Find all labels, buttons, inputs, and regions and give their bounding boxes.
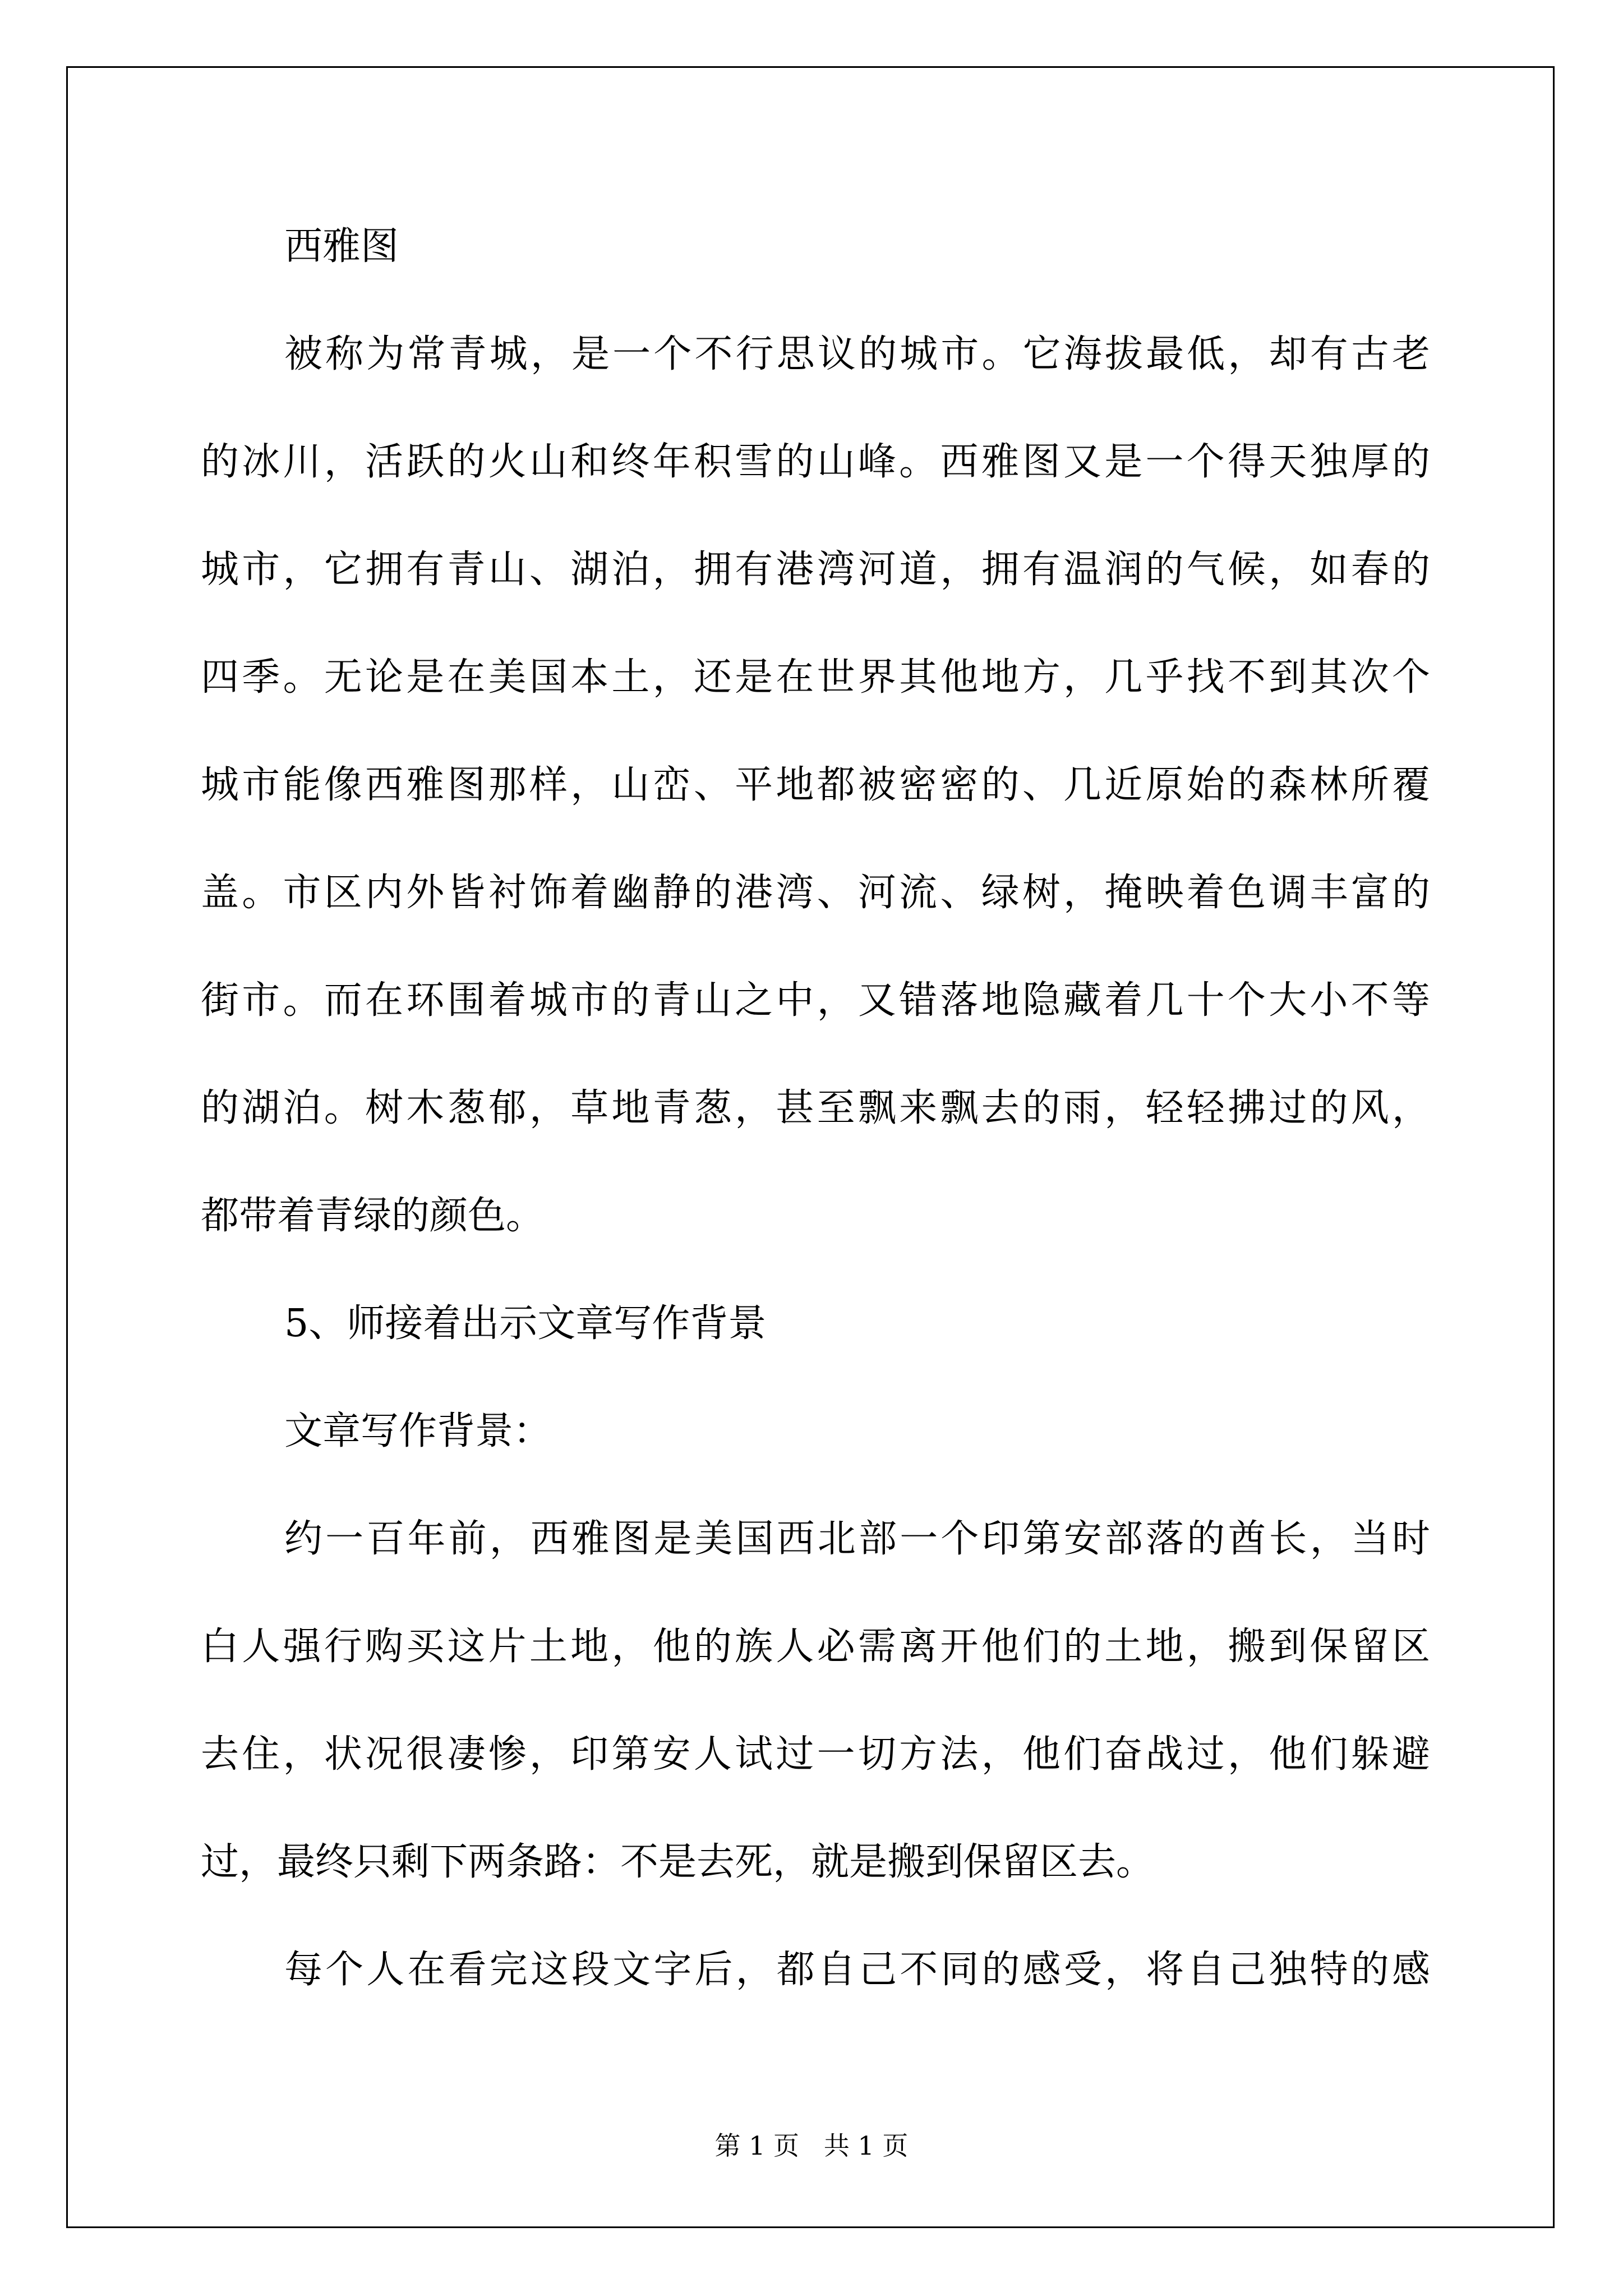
section-heading-5: 5、师接着出示文章写作背景 — [284, 1301, 767, 1346]
background-line-2: 白人强行购买这片土地，他的族人必需离开他们的土地，搬到保留区 — [201, 1625, 1430, 1669]
subheading-background: 文章写作背景： — [284, 1409, 552, 1453]
closing-line-1: 每个人在看完这段文字后，都自己不同的感受，将自己独特的感 — [284, 1948, 1430, 1992]
background-line-1: 约一百年前，西雅图是美国西北部一个印第安部落的酋长，当时 — [284, 1517, 1430, 1561]
page-footer: 第 1 页 共 1 页 — [714, 2131, 909, 2161]
background-line-3: 去住，状况很凄惨，印第安人试过一切方法，他们奋战过，他们躲避 — [201, 1732, 1430, 1777]
paragraph-line-8: 的湖泊。树木葱郁，草地青葱，甚至飘来飘去的雨，轻轻拂过的风， — [201, 1086, 1430, 1130]
background-line-4: 过，最终只剩下两条路：不是去死，就是搬到保留区去。 — [201, 1840, 1155, 1884]
paragraph-line-5: 城市能像西雅图那样，山峦、平地都被密密的、几近原始的森林所覆 — [201, 763, 1430, 807]
paragraph-line-7: 街市。而在环围着城市的青山之中，又错落地隐藏着几十个大小不等 — [201, 978, 1430, 1023]
paragraph-line-4: 四季。无论是在美国本土，还是在世界其他地方，几乎找不到其次个 — [201, 655, 1430, 700]
page-border — [66, 66, 1555, 2228]
paragraph-line-1: 被称为常青城，是一个不行思议的城市。它海拔最低，却有古老 — [284, 332, 1430, 376]
paragraph-line-9: 都带着青绿的颜色。 — [201, 1194, 545, 1238]
paragraph-line-6: 盖。市区内外皆衬饰着幽静的港湾、河流、绿树，掩映着色调丰富的 — [201, 871, 1430, 915]
paragraph-line-2: 的冰川，活跃的火山和终年积雪的山峰。西雅图又是一个得天独厚的 — [201, 440, 1430, 484]
paragraph-line-3: 城市，它拥有青山、湖泊，拥有港湾河道，拥有温润的气候，如春的 — [201, 547, 1430, 592]
heading-seattle: 西雅图 — [284, 224, 399, 269]
